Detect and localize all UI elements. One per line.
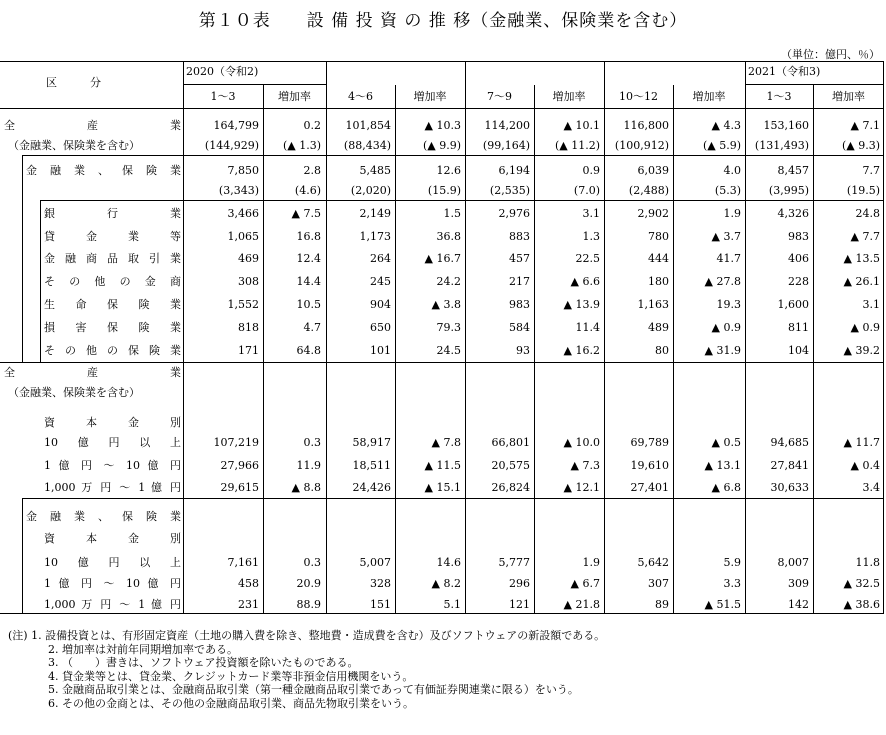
notes — [8, 629, 605, 711]
value-cell: 5,007 — [359, 556, 391, 569]
rate-cell: ▲ 3.7 — [711, 230, 741, 243]
rate-cell: ▲ 16.2 — [563, 344, 600, 357]
rate-cell: 1.3 — [582, 230, 600, 243]
rate-cell: 4.0 — [723, 164, 741, 177]
value-cell: 2,149 — [359, 207, 391, 220]
value-cell: 8,457 — [777, 164, 809, 177]
rate-cell: 22.5 — [575, 252, 600, 265]
value-cell: 18,511 — [352, 459, 391, 472]
value-cell: (88,434) — [343, 139, 391, 152]
value-cell: 307 — [648, 577, 669, 590]
value-cell: 151 — [370, 598, 391, 611]
value-cell: 309 — [788, 577, 809, 590]
value-cell: (99,164) — [482, 139, 530, 152]
rate-cell: 3.1 — [862, 298, 880, 311]
header-year-2020: 2020（令和2) — [186, 65, 259, 78]
value-cell: 30,633 — [770, 481, 809, 494]
value-cell: 296 — [509, 577, 530, 590]
value-cell: 457 — [509, 252, 530, 265]
value-cell: 489 — [648, 321, 669, 334]
rate-cell: 11.4 — [575, 321, 600, 334]
rate-cell: ▲ 8.2 — [431, 577, 461, 590]
rate-cell: (7.0) — [573, 184, 600, 197]
value-cell: 26,824 — [491, 481, 530, 494]
header-kubun: 区 分 — [46, 76, 101, 89]
rate-cell: ▲ 0.5 — [711, 436, 741, 449]
value-cell: 93 — [516, 344, 530, 357]
value-cell: 5,485 — [359, 164, 391, 177]
value-cell: 101 — [370, 344, 391, 357]
value-cell: 24,426 — [352, 481, 391, 494]
rate-cell: ▲ 13.5 — [843, 252, 880, 265]
row-label-fin-cap-100m-10b: 1 億 円 ～ 10 億 円 — [44, 577, 181, 590]
table-title: 第１０表 設 備 投 資 の 推 移（金融業、保険業を含む） — [198, 11, 688, 31]
rate-cell: ▲ 0.9 — [711, 321, 741, 334]
value-cell: 66,801 — [491, 436, 530, 449]
value-cell: 469 — [238, 252, 259, 265]
rate-cell: ▲ 7.8 — [431, 436, 461, 449]
rate-cell: 14.4 — [296, 275, 321, 288]
rate-cell: ▲ 0.9 — [850, 321, 880, 334]
value-cell: 5,642 — [637, 556, 669, 569]
rate-cell: 1.9 — [723, 207, 741, 220]
header-period-2: 4～6 — [348, 90, 373, 103]
rate-cell: (15.9) — [427, 184, 461, 197]
rate-cell: 3.4 — [862, 481, 880, 494]
header-rate-1: 増加率 — [278, 90, 311, 103]
rate-cell: 10.5 — [296, 298, 321, 311]
rate-cell: ▲ 11.7 — [843, 436, 880, 449]
rate-cell: 16.8 — [296, 230, 321, 243]
rate-cell: 1.9 — [582, 556, 600, 569]
rate-cell: ▲ 31.9 — [704, 344, 741, 357]
value-cell: 6,039 — [637, 164, 669, 177]
header-period-3: 7～9 — [487, 90, 512, 103]
rate-cell: 11.9 — [296, 459, 321, 472]
rate-cell: ▲ 11.5 — [424, 459, 461, 472]
rate-cell: 0.9 — [582, 164, 600, 177]
row-label-capital-class-2: 資 本 金 別 — [44, 532, 181, 545]
rate-cell: 79.3 — [436, 321, 461, 334]
rate-cell: ▲ 4.3 — [711, 119, 741, 132]
row-label-nonlife-insurance: 損 害 保 険 業 — [44, 321, 181, 334]
row-label-other-fin: そ の 他 の 金 商 — [44, 275, 181, 288]
value-cell: 153,160 — [763, 119, 809, 132]
value-cell: 1,600 — [777, 298, 809, 311]
value-cell: 5,777 — [498, 556, 530, 569]
value-cell: 116,800 — [623, 119, 669, 132]
rate-cell: ▲ 10.0 — [563, 436, 600, 449]
rate-cell: 2.8 — [303, 164, 321, 177]
rate-cell: 20.9 — [296, 577, 321, 590]
value-cell: 89 — [655, 598, 669, 611]
rate-cell: ▲ 15.1 — [424, 481, 461, 494]
note-4: 4. 貸金業等とは、貸金業、クレジットカード業等非預金信用機関をいう。 — [48, 669, 414, 683]
rate-cell: (19.5) — [846, 184, 880, 197]
unit-label: （単位：億円、％） — [781, 48, 880, 61]
rate-cell: 24.2 — [436, 275, 461, 288]
value-cell: (100,912) — [614, 139, 669, 152]
value-cell: 94,685 — [770, 436, 809, 449]
rate-cell: ▲ 39.2 — [843, 344, 880, 357]
rate-cell: ▲ 3.8 — [431, 298, 461, 311]
value-cell: (144,929) — [204, 139, 259, 152]
rate-cell: ▲ 7.1 — [850, 119, 880, 132]
rate-cell: ▲ 6.8 — [711, 481, 741, 494]
value-cell: 3,466 — [227, 207, 259, 220]
value-cell: 58,917 — [352, 436, 391, 449]
rate-cell: ▲ 10.1 — [563, 119, 600, 132]
value-cell: 264 — [370, 252, 391, 265]
note-5: 5. 金融商品取引業とは、金融商品取引業（第一種金融商品取引業であって有価証券関連業に限る）をいう。 — [48, 683, 579, 697]
rate-cell: 24.8 — [855, 207, 880, 220]
value-cell: 811 — [788, 321, 809, 334]
header-period-1: 1～3 — [210, 90, 236, 103]
value-cell: 818 — [238, 321, 259, 334]
rate-cell: ▲ 7.5 — [291, 207, 321, 220]
value-cell: 228 — [788, 275, 809, 288]
rate-cell: ▲ 7.3 — [570, 459, 600, 472]
rate-cell: 88.9 — [296, 598, 321, 611]
rate-cell: ▲ 7.7 — [850, 230, 880, 243]
value-cell: 27,401 — [630, 481, 669, 494]
row-label-other-insurance: そ の 他 の 保 険 業 — [44, 344, 181, 357]
value-cell: 8,007 — [777, 556, 809, 569]
row-label-fin-instruments: 金 融 商 品 取 引 業 — [44, 252, 181, 265]
value-cell: 1,552 — [227, 298, 259, 311]
rate-cell: ▲ 16.7 — [424, 252, 461, 265]
header-rate-3: 増加率 — [552, 90, 586, 103]
note-1: (注) 1. 設備投資とは、有形固定資産（土地の購入費を除き、整地費・造成費を含む）及びソフトウェアの新設額である。 — [8, 629, 606, 642]
value-cell: 983 — [788, 230, 809, 243]
rate-cell: 5.1 — [443, 598, 461, 611]
row-label-all-industry-2: 全 産 業 — [4, 366, 181, 379]
rate-cell: 0.2 — [303, 119, 321, 132]
value-cell: 7,850 — [227, 164, 259, 177]
rate-cell: ▲ 38.6 — [843, 598, 880, 611]
rate-cell: 3.1 — [582, 207, 600, 220]
value-cell: 2,976 — [498, 207, 530, 220]
rate-cell: (▲ 11.2) — [554, 139, 600, 152]
rate-cell: (▲ 9.9) — [422, 139, 461, 152]
value-cell: 883 — [509, 230, 530, 243]
value-cell: 27,966 — [220, 459, 259, 472]
row-label-fin-cap-10m-100m: 1,000 万 円 ～ 1 億 円 — [44, 598, 181, 611]
rate-cell: 64.8 — [296, 344, 321, 357]
note-6: 6. その他の金商とは、その他の金融商品取引業、商品先物取引業をいう。 — [48, 696, 414, 710]
value-cell: 2,902 — [637, 207, 669, 220]
value-cell: 245 — [370, 275, 391, 288]
value-cell: 7,161 — [227, 556, 259, 569]
value-cell: 80 — [655, 344, 669, 357]
value-cell: 1,173 — [359, 230, 391, 243]
value-cell: (2,535) — [489, 184, 530, 197]
rate-cell: 5.9 — [723, 556, 741, 569]
value-cell: 6,194 — [498, 164, 530, 177]
rate-cell: 19.3 — [716, 298, 741, 311]
value-cell: 20,575 — [491, 459, 530, 472]
rate-cell: 41.7 — [716, 252, 741, 265]
value-cell: 4,326 — [777, 207, 809, 220]
rate-cell: (▲ 9.3) — [841, 139, 880, 152]
row-label-capital-class: 資 本 金 別 — [44, 416, 181, 429]
value-cell: 650 — [370, 321, 391, 334]
row-label-finance-insurance-2: 金 融 業 、 保 険 業 — [26, 510, 181, 523]
value-cell: 29,615 — [220, 481, 259, 494]
value-cell: 104 — [788, 344, 809, 357]
value-cell: 904 — [370, 298, 391, 311]
rate-cell: ▲ 13.1 — [704, 459, 741, 472]
rate-cell: 24.5 — [436, 344, 461, 357]
value-cell: 1,163 — [637, 298, 669, 311]
rate-cell: ▲ 0.4 — [850, 459, 880, 472]
rate-cell: 0.3 — [303, 556, 321, 569]
row-label-fin-cap-10b-plus: 10 億 円 以 上 — [44, 556, 181, 569]
row-label-all-industry-2-note: （金融業、保険業を含む） — [8, 386, 140, 399]
value-cell: 164,799 — [213, 119, 259, 132]
row-label-life-insurance: 生 命 保 険 業 — [44, 298, 181, 311]
header-period-4: 10～12 — [619, 90, 658, 103]
value-cell: 780 — [648, 230, 669, 243]
rate-cell: ▲ 6.6 — [570, 275, 600, 288]
value-cell: 308 — [238, 275, 259, 288]
note-2: 2. 増加率は対前年同期増加率である。 — [48, 642, 238, 656]
value-cell: (3,343) — [218, 184, 259, 197]
rate-cell: 4.7 — [303, 321, 321, 334]
value-cell: 584 — [509, 321, 530, 334]
row-label-all-industry-note: （金融業、保険業を含む） — [8, 139, 140, 152]
value-cell: (2,488) — [628, 184, 669, 197]
header-period-5: 1～3 — [766, 90, 792, 103]
value-cell: 231 — [238, 598, 259, 611]
value-cell: (3,995) — [768, 184, 809, 197]
value-cell: 19,610 — [630, 459, 669, 472]
value-cell: 171 — [238, 344, 259, 357]
note-3: 3. （ ）書きは、ソフトウェア投資額を除いたものである。 — [48, 656, 359, 670]
value-cell: 1,065 — [227, 230, 259, 243]
row-label-finance-insurance: 金 融 業 、 保 険 業 — [26, 164, 181, 177]
rate-cell: ▲ 12.1 — [563, 481, 600, 494]
value-cell: 114,200 — [484, 119, 530, 132]
rate-cell: ▲ 51.5 — [704, 598, 741, 611]
value-cell: 217 — [509, 275, 530, 288]
row-label-cap-10m-100m: 1,000 万 円 ～ 1 億 円 — [44, 481, 181, 494]
rate-cell: (▲ 5.9) — [702, 139, 741, 152]
row-label-cap-100m-10b: 1 億 円 ～ 10 億 円 — [44, 459, 181, 472]
value-cell: (2,020) — [350, 184, 391, 197]
rate-cell: 12.4 — [296, 252, 321, 265]
rate-cell: ▲ 21.8 — [563, 598, 600, 611]
rate-cell: (5.3) — [714, 184, 741, 197]
value-cell: 983 — [509, 298, 530, 311]
value-cell: 101,854 — [345, 119, 391, 132]
value-cell: 180 — [648, 275, 669, 288]
value-cell: 444 — [648, 252, 669, 265]
rate-cell: 7.7 — [862, 164, 880, 177]
value-cell: 406 — [788, 252, 809, 265]
rate-cell: ▲ 26.1 — [843, 275, 880, 288]
rate-cell: (▲ 1.3) — [282, 139, 321, 152]
header-year-2021: 2021（令和3) — [748, 65, 821, 78]
rate-cell: 0.3 — [303, 436, 321, 449]
rate-cell: 12.6 — [436, 164, 461, 177]
value-cell: (131,493) — [754, 139, 809, 152]
rate-cell: ▲ 10.3 — [424, 119, 461, 132]
rate-cell: 1.5 — [443, 207, 461, 220]
rate-cell: 36.8 — [436, 230, 461, 243]
row-label-money-lending: 貸 金 業 等 — [44, 230, 181, 243]
rate-cell: ▲ 8.8 — [291, 481, 321, 494]
value-cell: 107,219 — [213, 436, 259, 449]
rate-cell: (4.6) — [294, 184, 321, 197]
value-cell: 121 — [509, 598, 530, 611]
row-label-bank: 銀 行 業 — [44, 207, 181, 220]
rate-cell: ▲ 27.8 — [704, 275, 741, 288]
value-cell: 142 — [788, 598, 809, 611]
rate-cell: ▲ 13.9 — [563, 298, 600, 311]
value-cell: 328 — [370, 577, 391, 590]
value-cell: 69,789 — [630, 436, 669, 449]
row-label-cap-10b-plus: 10 億 円 以 上 — [44, 436, 181, 449]
rate-cell: 3.3 — [723, 577, 741, 590]
header-rate-4: 増加率 — [692, 90, 726, 103]
rate-cell: ▲ 6.7 — [570, 577, 600, 590]
rate-cell: 14.6 — [436, 556, 461, 569]
header-rate-2: 増加率 — [413, 90, 447, 103]
value-cell: 27,841 — [770, 459, 809, 472]
header-rate-5: 増加率 — [832, 90, 865, 103]
row-label-all-industry: 全 産 業 — [4, 119, 181, 132]
rate-cell: 11.8 — [855, 556, 880, 569]
rate-cell: ▲ 32.5 — [843, 577, 880, 590]
value-cell: 458 — [238, 577, 259, 590]
